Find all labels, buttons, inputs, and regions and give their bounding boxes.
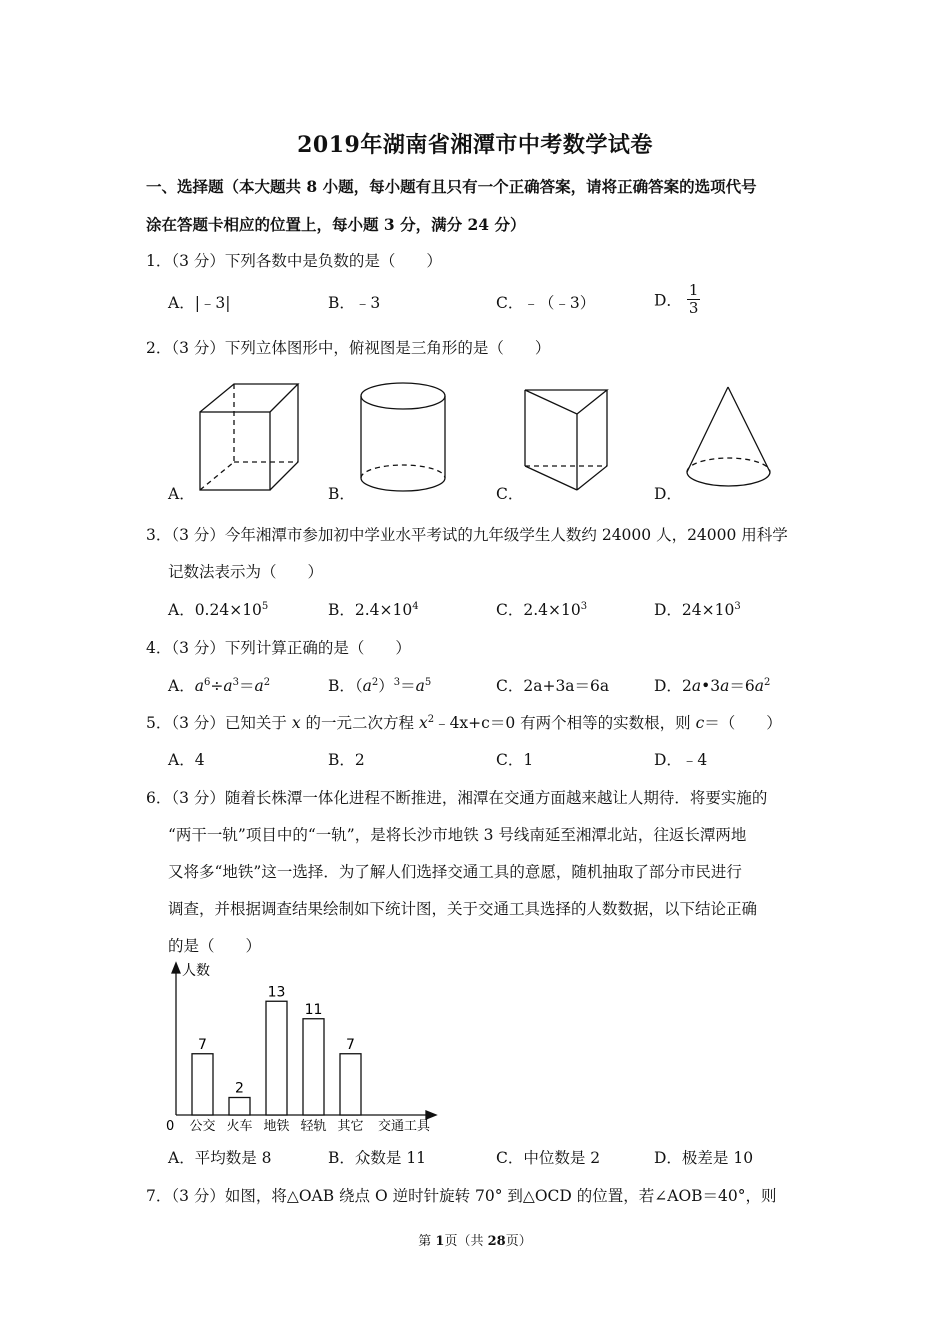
q4-option-d: D．$2a•3a=6a^2$ <box>654 677 771 695</box>
fraction <box>687 282 701 317</box>
q1-option-d-label: D． <box>654 291 682 310</box>
q4-option-c: C．2a+3a＝6a <box>496 677 610 695</box>
question-4-stem: 4．（3 分）下列计算正确的是（ ） <box>146 639 411 657</box>
q6-option-d: D．极差是 10 <box>654 1149 754 1167</box>
q1-option-a: A．|﹣3| <box>168 294 231 312</box>
q4-option-a: A．$a^6\div a^3=a^2$ <box>168 677 271 695</box>
cube-figure <box>190 378 306 496</box>
q2-option-c: C． <box>496 485 524 503</box>
x-axis-label: 交通工具 <box>378 1119 431 1134</box>
question-3-stem-line1: 3．（3 分）今年湘潭市参加初中学业水平考试的九年级学生人数约 24000 人，24000 用科学 <box>146 526 788 544</box>
q3-b-base: B．2.4×10 <box>328 601 413 619</box>
q3-d-base: D．24×10 <box>654 601 735 619</box>
origin-label: 0 <box>166 1119 175 1134</box>
q5-option-c: C．1 <box>496 751 534 769</box>
bar-火车 <box>229 1098 250 1116</box>
question-6-line3: 又将多“地铁”这一选择．为了解人们选择交通工具的意愿，随机抽取了部分市民进行 <box>168 863 742 881</box>
bar-value-label: 13 <box>267 984 286 1001</box>
section-heading-line2: 涂在答题卡相应的位置上，每小题 3 分，满分 24 分） <box>146 215 526 234</box>
q3-d-exp: 3 <box>734 601 741 612</box>
q6-option-b: B．众数是 11 <box>328 1149 427 1167</box>
bar-value-label: 11 <box>304 1001 323 1018</box>
triangular-prism-figure <box>521 384 611 496</box>
y-axis-label: 人数 <box>182 963 210 979</box>
q2-option-a: A． <box>168 485 195 503</box>
q4-option-b: B．$(a^2)^3=a^5$ <box>328 677 432 695</box>
cone-figure <box>682 384 776 496</box>
question-6-line1: 6．（3 分）随着长株潭一体化进程不断推进，湘潭在交通方面越来越让人期待．将要实施的 <box>146 789 768 807</box>
fraction-numerator: 1 <box>688 281 699 299</box>
fraction-denominator: 3 <box>688 299 699 317</box>
q3-c-base: C．2.4×10 <box>496 601 581 619</box>
question-6-line2: “两干一轨”项目中的“一轨”，是将长沙市地铁 3 号线南延至湘潭北站，往返长潭两地 <box>168 826 747 844</box>
question-3-stem-line2: 记数法表示为（ ） <box>168 563 324 581</box>
bar-value-label: 7 <box>198 1036 207 1053</box>
bar-轻轨 <box>303 1019 324 1115</box>
question-6-line4: 调查，并根据调查结果绘制如下统计图，关于交通工具选择的人数数据，以下结论正确 <box>168 900 758 918</box>
bar-其它 <box>340 1054 361 1115</box>
page-number: 1 <box>435 1234 445 1249</box>
section-heading-line1: 一、选择题（本大题共 8 小题，每小题有且只有一个正确答案，请将正确答案的选项代号 <box>146 177 757 196</box>
q3-b-exp: 4 <box>412 601 419 612</box>
x-tick-label: 火车 <box>226 1119 253 1134</box>
question-6-line5: 的是（ ） <box>168 937 262 955</box>
page-title: 2019年湖南省湘潭市中考数学试卷 <box>297 132 653 158</box>
q5-option-a: A．4 <box>168 751 205 769</box>
y-axis-arrow <box>172 963 180 973</box>
question-7-line1: 7．（3 分）如图，将△OAB 绕点 O 逆时针旋转 70° 到△OCD 的位置，若∠AOB＝40°，则 <box>146 1187 777 1205</box>
question-5-stem: 5．（3 分）已知关于 x 的一元二次方程 $x^2﹣4x+c=0$ 有两个相等的实数根，则 c＝（ ） <box>146 714 782 732</box>
x-tick-label: 其它 <box>337 1119 364 1134</box>
bar-value-label: 2 <box>235 1080 244 1097</box>
q5-option-d: D．﹣4 <box>654 751 708 769</box>
cylinder-figure <box>356 378 452 500</box>
q3-option-d <box>654 598 741 620</box>
bar-公交 <box>192 1054 213 1115</box>
bar-chart <box>160 955 450 1135</box>
q6-option-a: A．平均数是 8 <box>168 1149 272 1167</box>
q3-option-a <box>168 598 268 620</box>
q3-option-b <box>328 598 419 620</box>
q5-option-b: B．2 <box>328 751 365 769</box>
bar-地铁 <box>266 1001 287 1115</box>
q1-option-c: C．﹣（﹣3） <box>496 294 596 312</box>
x-tick-label: 轻轨 <box>300 1119 327 1134</box>
bar-value-label: 7 <box>346 1036 355 1053</box>
page-total: 28 <box>487 1234 506 1249</box>
q6-option-c: C．中位数是 2 <box>496 1149 601 1167</box>
x-tick-label: 地铁 <box>263 1119 290 1134</box>
q3-a-exp: 5 <box>261 601 269 612</box>
q1-option-d <box>654 282 700 317</box>
q2-option-b: B． <box>328 485 355 503</box>
page-footer: 第 1页（共 28页） <box>418 1234 532 1249</box>
x-tick-label: 公交 <box>189 1119 216 1134</box>
q3-option-c <box>496 598 587 620</box>
q2-option-d: D． <box>654 485 682 503</box>
q3-c-exp: 3 <box>580 601 588 612</box>
question-2-stem: 2．（3 分）下列立体图形中，俯视图是三角形的是（ ） <box>146 339 551 357</box>
q3-a-base: A．0.24×10 <box>168 601 262 619</box>
q1-option-b: B．﹣3 <box>328 294 381 312</box>
question-1-stem: 1．（3 分）下列各数中是负数的是（ ） <box>146 252 442 270</box>
x-axis-arrow <box>426 1111 436 1119</box>
